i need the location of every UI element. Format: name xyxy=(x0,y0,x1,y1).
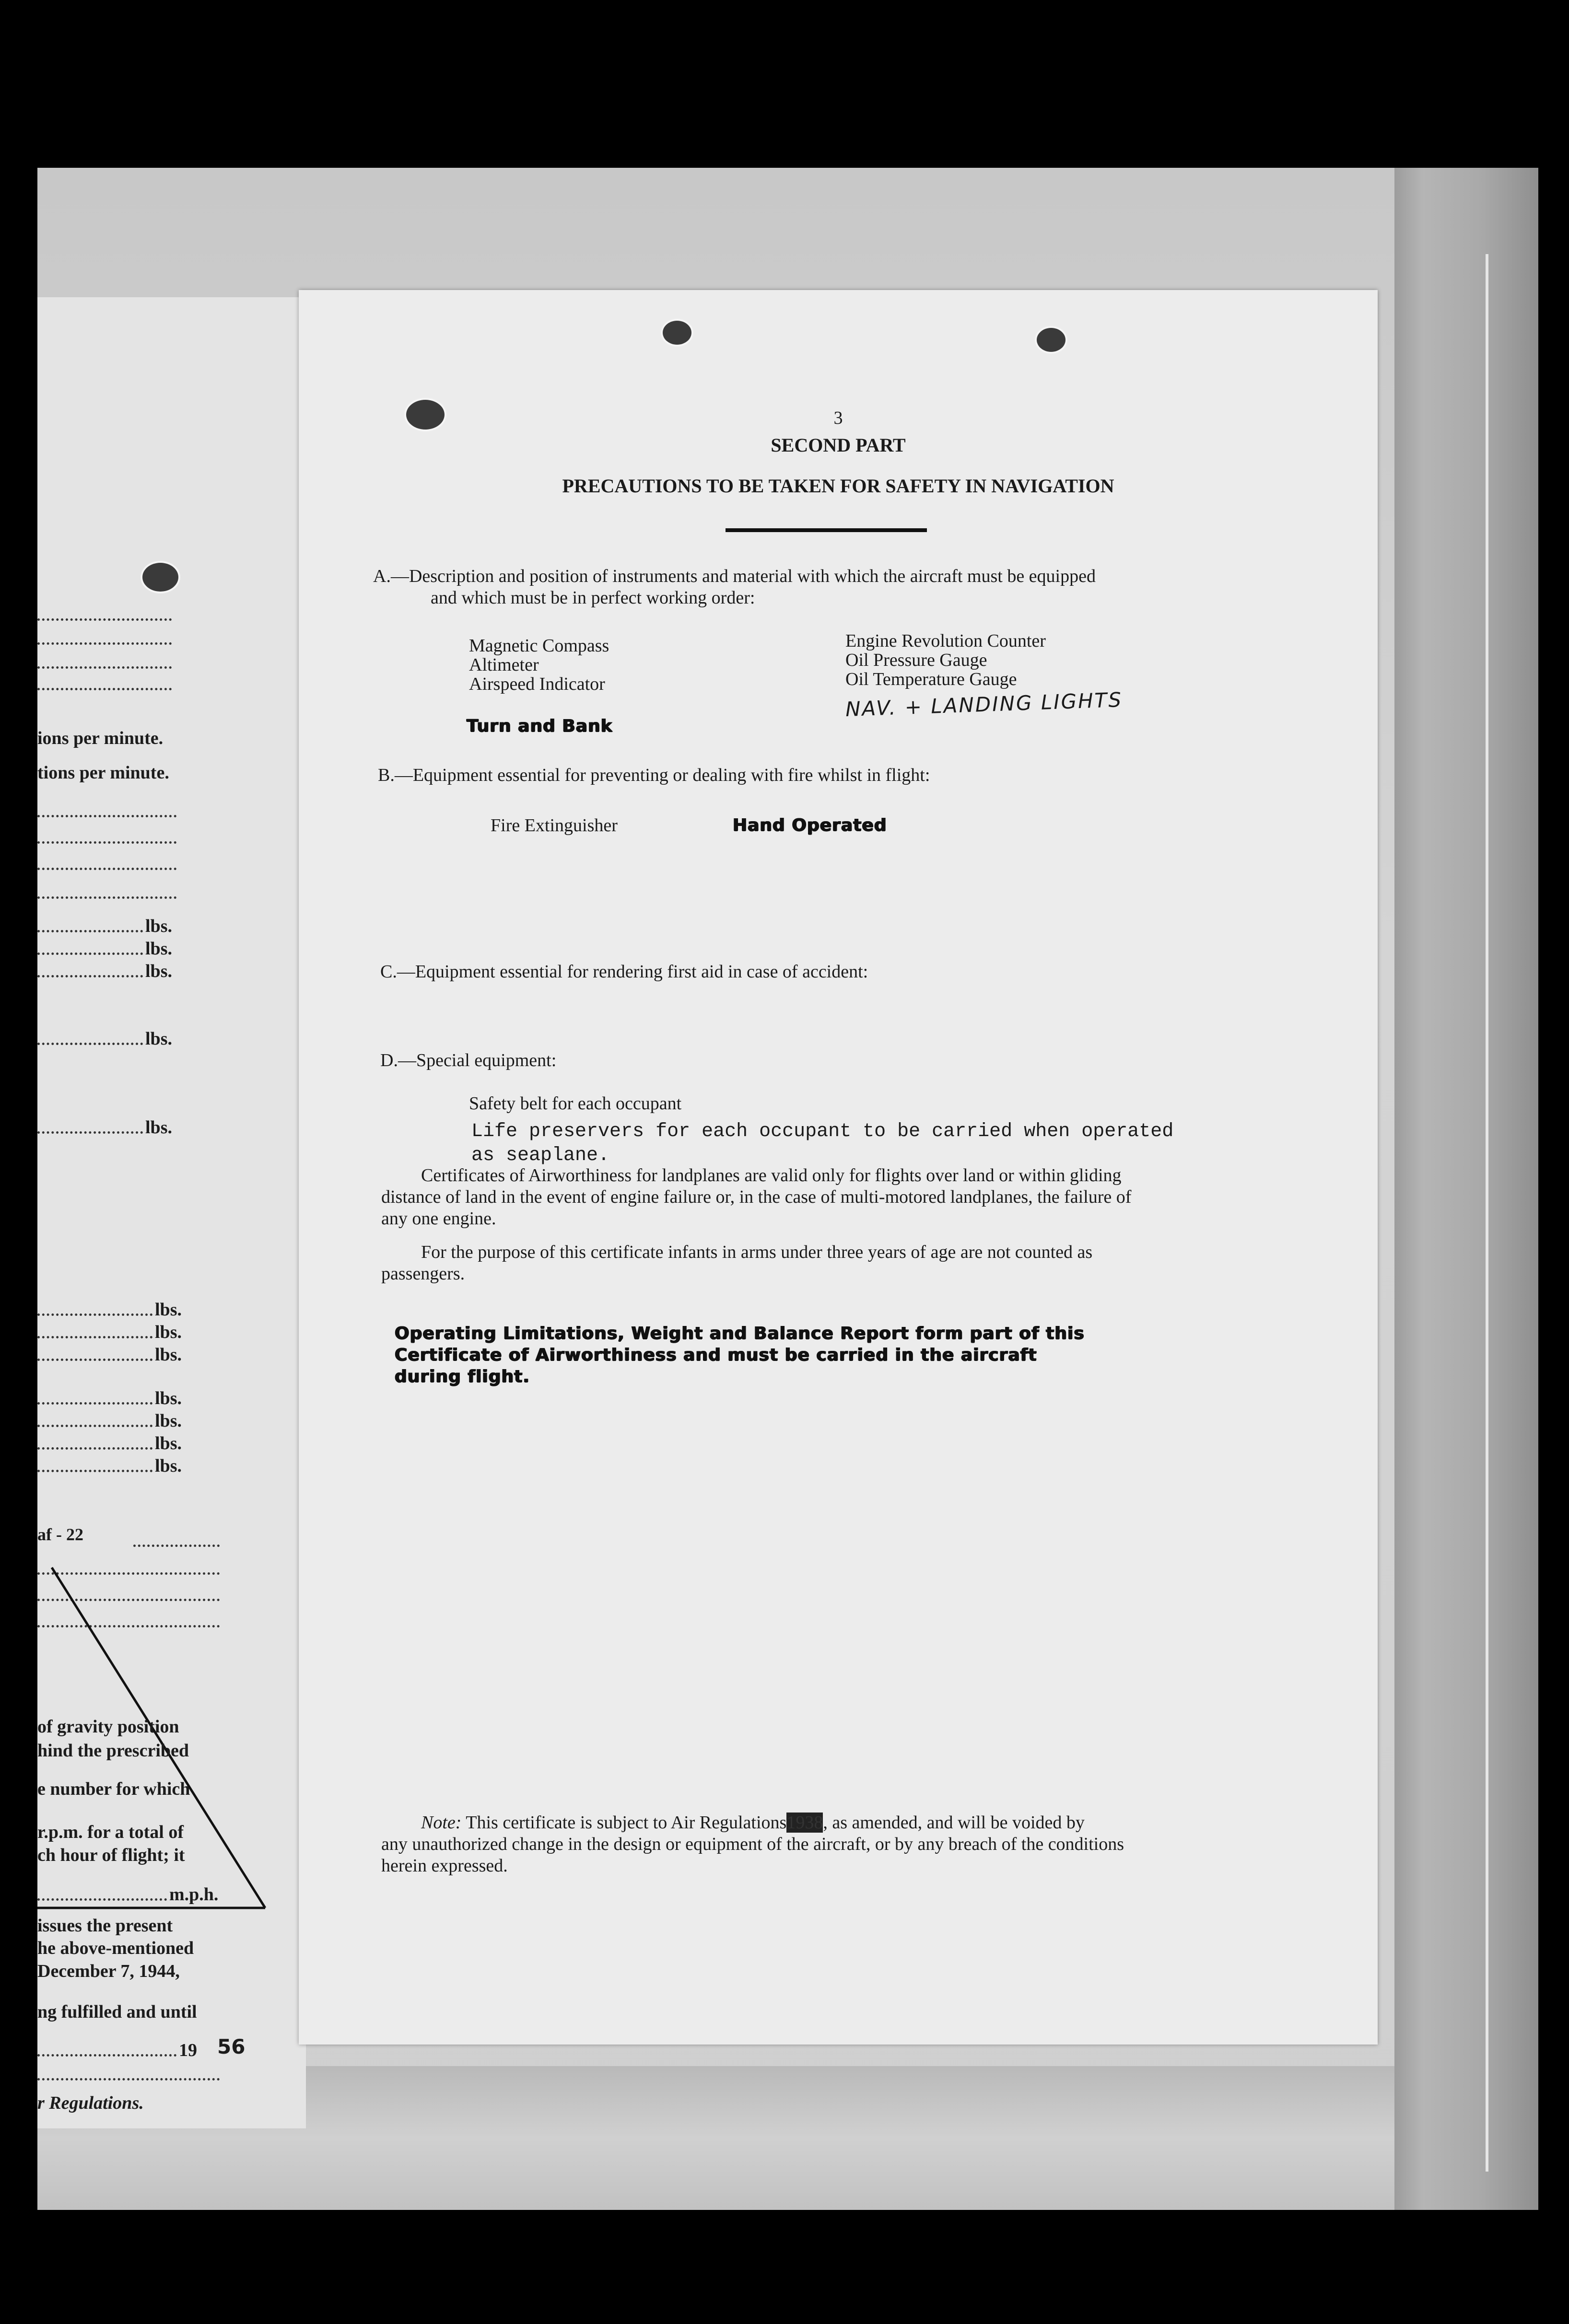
instrument-item: Magnetic Compass xyxy=(469,636,609,656)
microfilm-frame xyxy=(37,168,1538,2210)
dotted-line xyxy=(37,2078,220,2080)
left-lbs: lbs. xyxy=(155,1300,182,1320)
instrument-item: Altimeter xyxy=(469,655,539,675)
section-c-heading: C.—Equipment essential for rendering first aid in case of accident: xyxy=(380,962,868,982)
dotted-line xyxy=(37,2054,176,2057)
right-edge-line xyxy=(1486,254,1488,2172)
typed-special-equipment: Life preservers for each occupant to be carried when operated xyxy=(471,1121,1174,1142)
instrument-item: Oil Pressure Gauge xyxy=(845,650,987,670)
left-lbs: lbs. xyxy=(145,1029,172,1049)
part-title: SECOND PART xyxy=(771,434,906,456)
left-lbs: lbs. xyxy=(145,939,172,959)
left-year-handwritten: 56 xyxy=(217,2035,246,2058)
operating-limitations-stamp-end: during flight. xyxy=(395,1367,530,1386)
infants-para-line2: passengers. xyxy=(381,1264,465,1284)
title-rule xyxy=(726,528,927,532)
left-handwritten-note: af - 22 xyxy=(37,1525,83,1544)
stamped-instrument: Turn and Bank xyxy=(467,716,613,736)
punch-hole xyxy=(661,319,693,347)
section-a-heading: A.—Description and position of instruments and material with which the aircraft must be equipped xyxy=(373,566,1096,586)
landplanes-para-line2: distance of land in the event of engine failure or, in the case of multi-motored landplanes, the failure of xyxy=(381,1187,1132,1207)
left-year-prefix: 19 xyxy=(179,2040,197,2060)
left-text-line: ch hour of flight; it xyxy=(37,1845,185,1865)
left-mph: m.p.h. xyxy=(169,1884,219,1905)
left-text-line: r Regulations. xyxy=(37,2093,144,2113)
left-text-line: hind the prescribed xyxy=(37,1741,189,1761)
left-lbs: lbs. xyxy=(155,1345,182,1365)
landplanes-para-line1: Certificates of Airworthiness for landplanes are valid only for flights over land or within gliding xyxy=(421,1165,1122,1185)
left-lbs: lbs. xyxy=(155,1456,182,1476)
main-title: PRECAUTIONS TO BE TAKEN FOR SAFETY IN NAVIGATION xyxy=(562,475,1114,497)
left-lbs: lbs. xyxy=(155,1388,182,1408)
typed-special-equipment-cont: as seaplane. xyxy=(471,1145,610,1166)
footer-note-line2: any unauthorized change in the design or equipment of the aircraft, or by any breach of the conditions xyxy=(381,1834,1124,1854)
left-text-line: r.p.m. for a total of xyxy=(37,1822,184,1842)
left-lbs: lbs. xyxy=(155,1322,182,1342)
left-text-line: tions per minute. xyxy=(37,763,169,783)
instrument-item: Engine Revolution Counter xyxy=(845,631,1046,651)
landplanes-para-line3: any one engine. xyxy=(381,1208,496,1229)
operating-limitations-stamp: Operating Limitations, Weight and Balance Report form part of this xyxy=(395,1324,1085,1343)
left-lbs: lbs. xyxy=(145,916,172,936)
note-text: This certificate is subject to Air Regulations xyxy=(466,1813,787,1833)
right-sheet-edge xyxy=(1394,168,1538,2210)
certificate-page xyxy=(299,290,1378,2045)
punch-hole xyxy=(1035,326,1067,354)
section-d-heading: D.—Special equipment: xyxy=(380,1050,557,1070)
left-text-line: December 7, 1944, xyxy=(37,1961,180,1981)
left-text-line: ions per minute. xyxy=(37,728,164,748)
left-text-line: ng fulfilled and until xyxy=(37,2002,197,2022)
section-a-heading-cont: and which must be in perfect working order: xyxy=(431,588,755,608)
left-page-fragment xyxy=(37,297,306,2128)
footer-note-line1 xyxy=(421,1812,1085,1834)
instrument-item: Airspeed Indicator xyxy=(469,674,605,694)
left-lbs: lbs. xyxy=(155,1433,182,1453)
obscured-regulation-number: 1938 xyxy=(786,1813,823,1833)
left-text-line: e number for which xyxy=(37,1779,190,1799)
dotted-line xyxy=(37,1898,167,1901)
handwritten-instrument: NAV. + LANDING LIGHTS xyxy=(845,687,1123,721)
fire-extinguisher-stamp: Hand Operated xyxy=(733,815,887,835)
left-lbs: lbs. xyxy=(155,1411,182,1431)
left-text-line: of gravity position xyxy=(37,1717,179,1737)
left-lbs: lbs. xyxy=(145,961,172,981)
infants-para-line1: For the purpose of this certificate infants in arms under three years of age are not counted as xyxy=(421,1242,1093,1262)
left-text-line: issues the present xyxy=(37,1916,173,1936)
note-text-rest: , as amended, and will be voided by xyxy=(823,1813,1085,1833)
instrument-item: Oil Temperature Gauge xyxy=(845,669,1017,689)
left-text-line: he above-mentioned xyxy=(37,1938,194,1958)
special-equipment-item: Safety belt for each occupant xyxy=(469,1093,682,1114)
footer-note-line3: herein expressed. xyxy=(381,1856,508,1876)
note-label: Note: xyxy=(421,1813,462,1833)
left-lbs: lbs. xyxy=(145,1117,172,1138)
section-b-heading: B.—Equipment essential for preventing or dealing with fire whilst in flight: xyxy=(378,765,930,785)
operating-limitations-stamp-cont: Certificate of Airworthiness and must be carried in the aircraft xyxy=(395,1345,1037,1365)
page-number: 3 xyxy=(833,408,843,428)
fire-extinguisher-label: Fire Extinguisher xyxy=(491,815,618,836)
